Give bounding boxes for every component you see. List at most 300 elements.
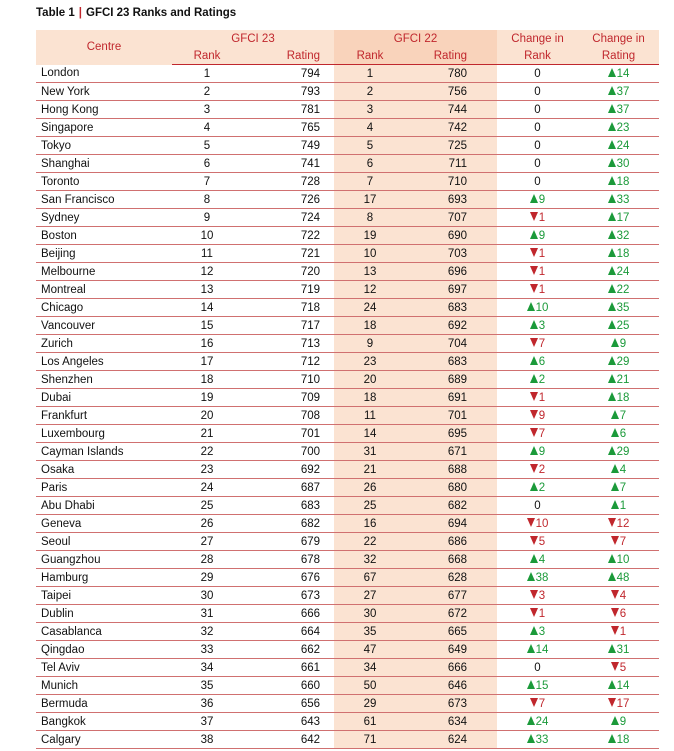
rank-gfci23: 16 (172, 335, 242, 353)
rating-gfci23: 749 (242, 137, 334, 155)
rank-gfci22: 29 (334, 695, 406, 713)
triangle-up-icon (608, 680, 616, 689)
rating-gfci23: 726 (242, 191, 334, 209)
table-row (36, 101, 659, 119)
rating-gfci23: 720 (242, 263, 334, 281)
triangle-up-icon (608, 158, 616, 167)
centre-name: Geneva (36, 515, 172, 533)
change-in-rank (497, 659, 578, 677)
change-value: 1 (538, 607, 546, 620)
table-row (36, 317, 659, 335)
change-in-rating (578, 641, 659, 659)
rank-gfci22: 61 (334, 713, 406, 731)
table-row (36, 299, 659, 317)
centre-name: Qingdao (36, 641, 172, 659)
header-centre: Centre (36, 30, 172, 65)
change-value: 9 (538, 409, 546, 422)
rating-gfci22: 703 (406, 245, 497, 263)
change-value: 0 (534, 499, 541, 512)
change-value: 0 (534, 175, 541, 188)
centre-name: Boston (36, 227, 172, 245)
table-row (36, 677, 659, 695)
triangle-down-icon (611, 626, 619, 635)
rank-gfci23: 4 (172, 119, 242, 137)
change-in-rank (497, 713, 578, 731)
change-value: 1 (538, 247, 546, 260)
rank-gfci22: 24 (334, 299, 406, 317)
table-row (36, 641, 659, 659)
change-value: 0 (534, 67, 541, 80)
triangle-up-icon (608, 230, 616, 239)
rating-gfci22: 666 (406, 659, 497, 677)
change-in-rank (497, 119, 578, 137)
change-value: 0 (534, 139, 541, 152)
triangle-up-icon (608, 284, 616, 293)
rating-gfci23: 709 (242, 389, 334, 407)
change-value: 31 (616, 643, 630, 656)
rank-gfci23: 2 (172, 83, 242, 101)
rank-gfci22: 10 (334, 245, 406, 263)
change-value: 10 (616, 553, 630, 566)
rating-gfci22: 691 (406, 389, 497, 407)
table-row (36, 731, 659, 749)
change-value: 2 (538, 463, 546, 476)
change-in-rating (578, 497, 659, 515)
triangle-up-icon (530, 482, 538, 491)
change-in-rank (497, 101, 578, 119)
table-label: Table 1 (36, 7, 75, 19)
change-value: 9 (538, 445, 546, 458)
change-in-rank (497, 245, 578, 263)
change-in-rating (578, 83, 659, 101)
rating-gfci22: 693 (406, 191, 497, 209)
rank-gfci23: 8 (172, 191, 242, 209)
change-value: 24 (535, 715, 549, 728)
centre-name: Casablanca (36, 623, 172, 641)
rating-gfci22: 725 (406, 137, 497, 155)
change-value: 3 (538, 319, 546, 332)
rating-gfci22: 677 (406, 587, 497, 605)
change-in-rank (497, 479, 578, 497)
triangle-up-icon (608, 104, 616, 113)
rating-gfci22: 690 (406, 227, 497, 245)
table-row (36, 425, 659, 443)
triangle-down-icon (530, 284, 538, 293)
change-value: 29 (616, 445, 630, 458)
change-value: 23 (616, 121, 630, 134)
triangle-down-icon (530, 266, 538, 275)
rank-gfci22: 47 (334, 641, 406, 659)
change-in-rank (497, 65, 578, 83)
triangle-up-icon (530, 320, 538, 329)
centre-name: Hamburg (36, 569, 172, 587)
change-value: 18 (616, 391, 630, 404)
change-in-rank (497, 137, 578, 155)
change-in-rank (497, 677, 578, 695)
triangle-up-icon (608, 446, 616, 455)
change-in-rating (578, 371, 659, 389)
rating-gfci23: 662 (242, 641, 334, 659)
change-in-rating (578, 623, 659, 641)
triangle-up-icon (530, 194, 538, 203)
header-rating23: Rating (242, 47, 334, 65)
rating-gfci23: 717 (242, 317, 334, 335)
change-value: 37 (616, 103, 630, 116)
change-value: 24 (616, 139, 630, 152)
triangle-up-icon (530, 230, 538, 239)
change-value: 33 (616, 193, 630, 206)
change-in-rank (497, 173, 578, 191)
centre-name: Los Angeles (36, 353, 172, 371)
rank-gfci23: 5 (172, 137, 242, 155)
rating-gfci23: 687 (242, 479, 334, 497)
triangle-down-icon (611, 536, 619, 545)
rating-gfci23: 765 (242, 119, 334, 137)
triangle-up-icon (608, 68, 616, 77)
rank-gfci23: 33 (172, 641, 242, 659)
change-value: 17 (616, 697, 630, 710)
rank-gfci23: 14 (172, 299, 242, 317)
change-value: 24 (616, 265, 630, 278)
change-in-rating (578, 245, 659, 263)
centre-name: Beijing (36, 245, 172, 263)
change-value: 6 (619, 427, 627, 440)
centre-name: Cayman Islands (36, 443, 172, 461)
rating-gfci23: 713 (242, 335, 334, 353)
table-row (36, 407, 659, 425)
table-row (36, 569, 659, 587)
rating-gfci23: 710 (242, 371, 334, 389)
change-value: 9 (538, 229, 546, 242)
change-value: 17 (616, 211, 630, 224)
rank-gfci22: 1 (334, 65, 406, 83)
table-row (36, 371, 659, 389)
rating-gfci22: 683 (406, 299, 497, 317)
centre-name: London (36, 65, 172, 83)
change-in-rating (578, 101, 659, 119)
change-value: 30 (616, 157, 630, 170)
change-in-rating (578, 119, 659, 137)
change-in-rank (497, 731, 578, 749)
change-value: 29 (616, 355, 630, 368)
change-value: 6 (619, 607, 627, 620)
change-value: 0 (534, 85, 541, 98)
triangle-up-icon (608, 572, 616, 581)
table-row (36, 65, 659, 83)
header-gfci22: GFCI 22 (334, 30, 497, 47)
change-value: 7 (619, 409, 627, 422)
rank-gfci23: 12 (172, 263, 242, 281)
triangle-up-icon (608, 176, 616, 185)
centre-name: Shanghai (36, 155, 172, 173)
centre-name: Hong Kong (36, 101, 172, 119)
triangle-down-icon (530, 410, 538, 419)
header-rank22: Rank (334, 47, 406, 65)
rank-gfci23: 35 (172, 677, 242, 695)
triangle-up-icon (608, 320, 616, 329)
triangle-up-icon (608, 266, 616, 275)
change-in-rating (578, 335, 659, 353)
header-change-rating-top: Change in (578, 30, 659, 47)
triangle-up-icon (608, 374, 616, 383)
rank-gfci23: 30 (172, 587, 242, 605)
rank-gfci22: 34 (334, 659, 406, 677)
rating-gfci23: 683 (242, 497, 334, 515)
change-in-rating (578, 731, 659, 749)
change-value: 7 (538, 427, 546, 440)
change-in-rating (578, 317, 659, 335)
rating-gfci23: 781 (242, 101, 334, 119)
rating-gfci22: 711 (406, 155, 497, 173)
change-in-rating (578, 209, 659, 227)
centre-name: Calgary (36, 731, 172, 749)
rank-gfci22: 18 (334, 389, 406, 407)
rank-gfci23: 11 (172, 245, 242, 263)
header-change-rating: Rating (578, 47, 659, 65)
triangle-up-icon (608, 86, 616, 95)
table-row (36, 281, 659, 299)
table-row (36, 497, 659, 515)
change-value: 18 (616, 175, 630, 188)
triangle-up-icon (530, 446, 538, 455)
change-in-rating (578, 569, 659, 587)
rating-gfci22: 701 (406, 407, 497, 425)
rank-gfci22: 25 (334, 497, 406, 515)
table-caption (36, 7, 236, 19)
change-value: 14 (535, 643, 549, 656)
change-value: 18 (616, 247, 630, 260)
rank-gfci22: 3 (334, 101, 406, 119)
change-value: 10 (535, 301, 549, 314)
change-value: 0 (534, 103, 541, 116)
rank-gfci23: 6 (172, 155, 242, 173)
rating-gfci22: 680 (406, 479, 497, 497)
rank-gfci23: 38 (172, 731, 242, 749)
change-in-rank (497, 533, 578, 551)
table-row (36, 137, 659, 155)
change-in-rank (497, 317, 578, 335)
triangle-up-icon (608, 302, 616, 311)
rank-gfci23: 36 (172, 695, 242, 713)
triangle-down-icon (530, 248, 538, 257)
triangle-up-icon (611, 482, 619, 491)
rank-gfci22: 16 (334, 515, 406, 533)
rating-gfci23: 708 (242, 407, 334, 425)
triangle-down-icon (530, 464, 538, 473)
table-row (36, 263, 659, 281)
rank-gfci23: 7 (172, 173, 242, 191)
change-in-rank (497, 569, 578, 587)
rank-gfci23: 10 (172, 227, 242, 245)
centre-name: Osaka (36, 461, 172, 479)
rating-gfci23: 701 (242, 425, 334, 443)
change-value: 7 (619, 535, 627, 548)
table-row (36, 551, 659, 569)
header-gfci23: GFCI 23 (172, 30, 334, 47)
rank-gfci23: 21 (172, 425, 242, 443)
rating-gfci22: 665 (406, 623, 497, 641)
change-value: 7 (619, 481, 627, 494)
triangle-down-icon (530, 392, 538, 401)
rank-gfci22: 50 (334, 677, 406, 695)
change-in-rating (578, 443, 659, 461)
rank-gfci22: 19 (334, 227, 406, 245)
centre-name: Vancouver (36, 317, 172, 335)
change-value: 3 (538, 589, 546, 602)
change-in-rank (497, 695, 578, 713)
centre-name: Toronto (36, 173, 172, 191)
triangle-down-icon (530, 536, 538, 545)
change-value: 1 (538, 391, 546, 404)
change-in-rank (497, 587, 578, 605)
change-value: 37 (616, 85, 630, 98)
rating-gfci22: 624 (406, 731, 497, 749)
change-value: 15 (535, 679, 549, 692)
change-in-rating (578, 407, 659, 425)
table-row (36, 587, 659, 605)
table-row (36, 389, 659, 407)
centre-name: Seoul (36, 533, 172, 551)
change-value: 4 (538, 553, 546, 566)
centre-name: Guangzhou (36, 551, 172, 569)
change-value: 0 (534, 157, 541, 170)
triangle-up-icon (527, 302, 535, 311)
table-row (36, 515, 659, 533)
table-row (36, 173, 659, 191)
rank-gfci22: 5 (334, 137, 406, 155)
rating-gfci23: 700 (242, 443, 334, 461)
rating-gfci23: 664 (242, 623, 334, 641)
triangle-up-icon (608, 194, 616, 203)
triangle-down-icon (530, 608, 538, 617)
change-in-rating (578, 263, 659, 281)
rating-gfci22: 689 (406, 371, 497, 389)
change-in-rating (578, 587, 659, 605)
triangle-up-icon (611, 716, 619, 725)
change-value: 5 (538, 535, 546, 548)
triangle-up-icon (611, 428, 619, 437)
rating-gfci23: 682 (242, 515, 334, 533)
change-value: 1 (538, 283, 546, 296)
change-in-rating (578, 695, 659, 713)
rating-gfci22: 682 (406, 497, 497, 515)
header-change-rank: Rank (497, 47, 578, 65)
change-value: 9 (619, 337, 627, 350)
header-rating22: Rating (406, 47, 497, 65)
rating-gfci22: 697 (406, 281, 497, 299)
table-row (36, 479, 659, 497)
rank-gfci22: 7 (334, 173, 406, 191)
centre-name: Zurich (36, 335, 172, 353)
change-in-rank (497, 281, 578, 299)
triangle-up-icon (527, 716, 535, 725)
triangle-up-icon (608, 356, 616, 365)
table-title: GFCI 23 Ranks and Ratings (86, 7, 237, 19)
change-in-rating (578, 155, 659, 173)
change-in-rank (497, 335, 578, 353)
rank-gfci23: 1 (172, 65, 242, 83)
rank-gfci23: 22 (172, 443, 242, 461)
change-value: 22 (616, 283, 630, 296)
change-value: 0 (534, 121, 541, 134)
triangle-down-icon (608, 518, 616, 527)
rank-gfci22: 12 (334, 281, 406, 299)
triangle-up-icon (608, 140, 616, 149)
rating-gfci22: 649 (406, 641, 497, 659)
rank-gfci22: 30 (334, 605, 406, 623)
change-value: 32 (616, 229, 630, 242)
rank-gfci22: 11 (334, 407, 406, 425)
change-in-rank (497, 353, 578, 371)
rank-gfci23: 24 (172, 479, 242, 497)
change-in-rank (497, 155, 578, 173)
rating-gfci22: 628 (406, 569, 497, 587)
centre-name: San Francisco (36, 191, 172, 209)
triangle-up-icon (530, 374, 538, 383)
rank-gfci22: 32 (334, 551, 406, 569)
rank-gfci22: 9 (334, 335, 406, 353)
table-row (36, 659, 659, 677)
rating-gfci23: 666 (242, 605, 334, 623)
change-value: 14 (616, 67, 630, 80)
centre-name: Taipei (36, 587, 172, 605)
change-value: 7 (538, 697, 546, 710)
change-in-rating (578, 461, 659, 479)
change-in-rank (497, 371, 578, 389)
rank-gfci23: 31 (172, 605, 242, 623)
rating-gfci22: 704 (406, 335, 497, 353)
rank-gfci22: 23 (334, 353, 406, 371)
rating-gfci23: 656 (242, 695, 334, 713)
change-in-rating (578, 677, 659, 695)
triangle-up-icon (527, 644, 535, 653)
change-in-rating (578, 479, 659, 497)
centre-name: Munich (36, 677, 172, 695)
change-in-rank (497, 461, 578, 479)
change-in-rank (497, 515, 578, 533)
triangle-up-icon (608, 248, 616, 257)
rank-gfci22: 17 (334, 191, 406, 209)
rating-gfci23: 678 (242, 551, 334, 569)
change-value: 4 (619, 589, 627, 602)
triangle-up-icon (611, 464, 619, 473)
triangle-up-icon (527, 572, 535, 581)
triangle-down-icon (608, 698, 616, 707)
rating-gfci22: 668 (406, 551, 497, 569)
table-body (36, 65, 659, 749)
rating-gfci22: 696 (406, 263, 497, 281)
table-row (36, 191, 659, 209)
centre-name: Dubai (36, 389, 172, 407)
rank-gfci23: 25 (172, 497, 242, 515)
centre-name: Bangkok (36, 713, 172, 731)
change-in-rank (497, 425, 578, 443)
change-value: 1 (619, 625, 627, 638)
rating-gfci23: 679 (242, 533, 334, 551)
rating-gfci22: 683 (406, 353, 497, 371)
change-in-rank (497, 641, 578, 659)
change-in-rating (578, 299, 659, 317)
change-value: 6 (538, 355, 546, 368)
change-in-rank (497, 263, 578, 281)
triangle-up-icon (611, 410, 619, 419)
centre-name: Bermuda (36, 695, 172, 713)
triangle-up-icon (608, 734, 616, 743)
rating-gfci23: 718 (242, 299, 334, 317)
rating-gfci23: 692 (242, 461, 334, 479)
rating-gfci23: 794 (242, 65, 334, 83)
rating-gfci23: 661 (242, 659, 334, 677)
